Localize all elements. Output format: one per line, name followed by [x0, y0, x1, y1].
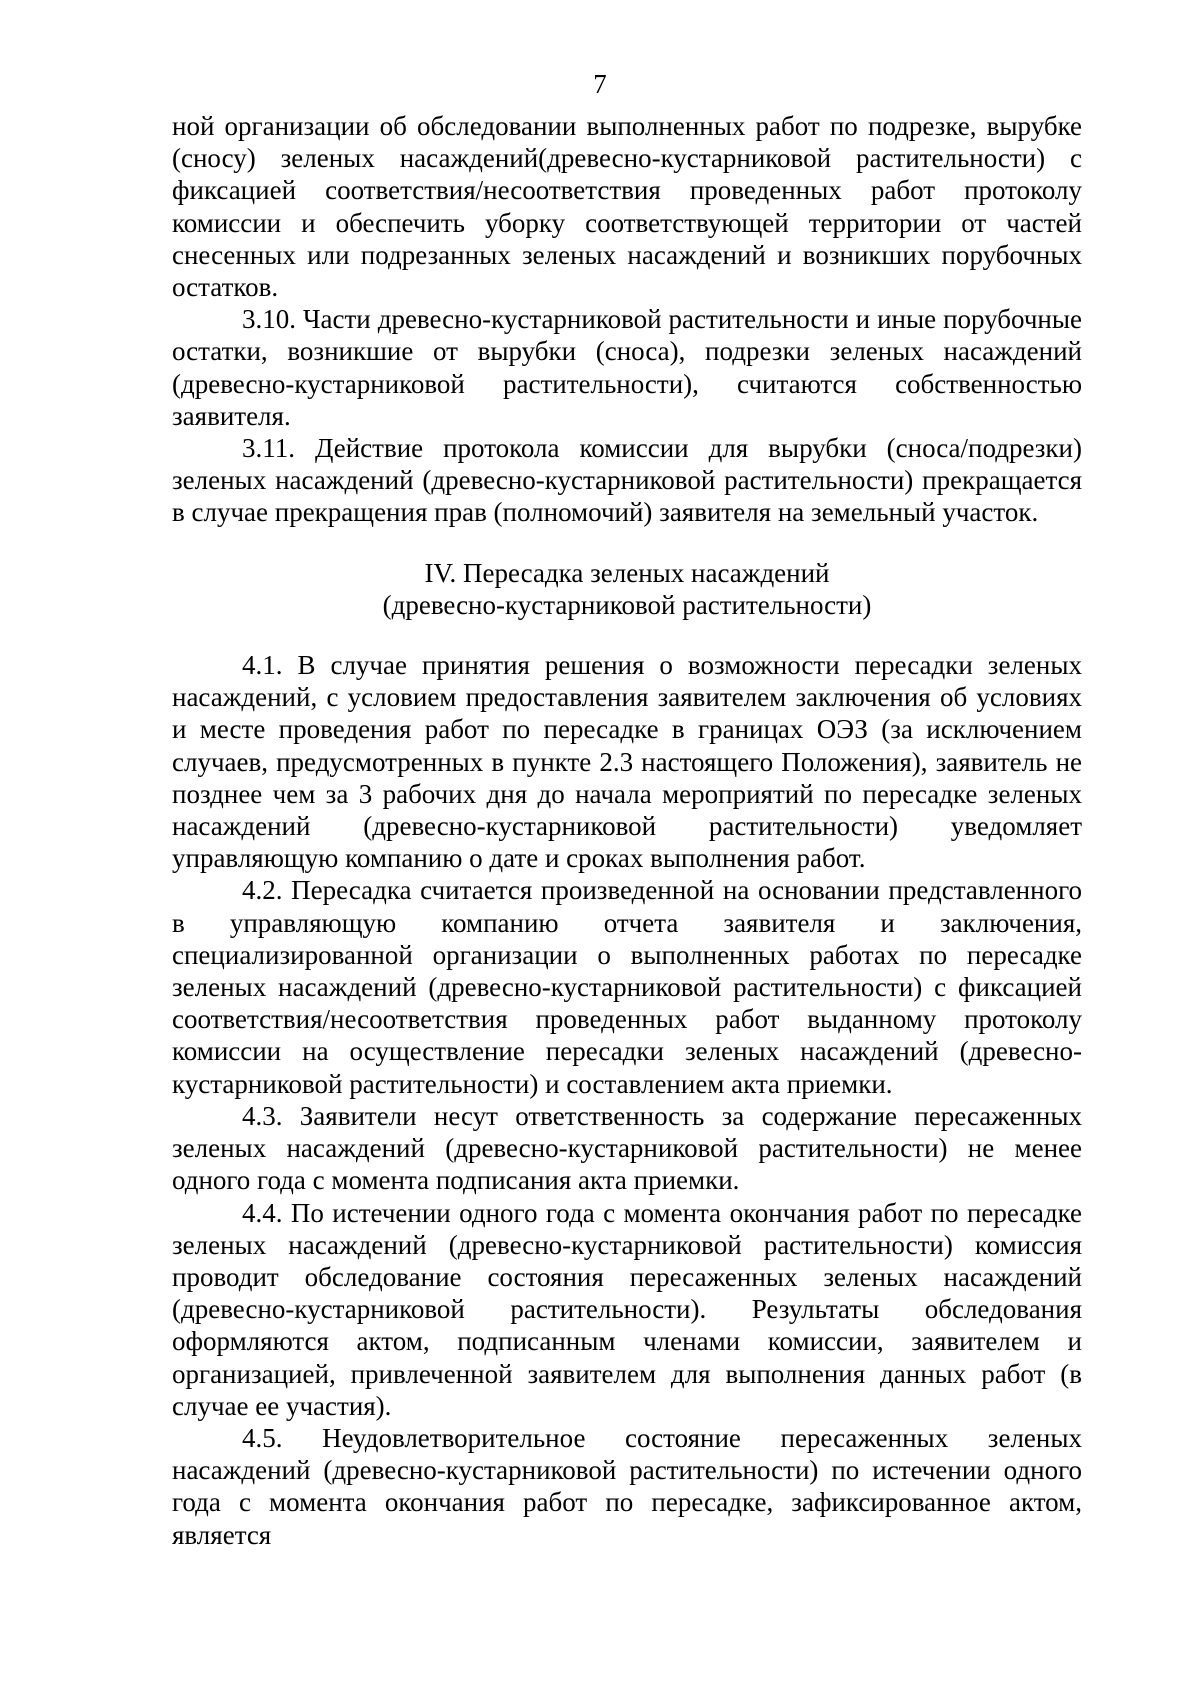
paragraph-4-2: 4.2. Пересадка считается произведенной на основании представленного в управляющую компанию отчета заявителя и заключения, специализированной организации о выполненных работах по пересадке зеленых насаждений (древесно-кустарниковой растительности) с фиксацией соответствия/несоответствия проведенных работ выданному протоколу комиссии на осуществление пересадки зеленых насаждений (древесно-кустарниковой растительности) и составлением акта приемки.	[172, 875, 1082, 1099]
section-heading-title: IV. Пересадка зеленых насаждений	[424, 557, 830, 588]
paragraph-4-3: 4.3. Заявители несут ответственность за содержание пересаженных зеленых насаждений (древесно-кустарниковой растительности) не менее одного года с момента подписания акта приемки.	[172, 1100, 1082, 1196]
paragraph-continuation: ной организации об обследовании выполненных работ по подрезке, вырубке (сносу) зеленых насаждений(древесно-кустарниковой растительности) с фиксацией соответствия/несоответствия проведенных работ протоколу комиссии и обеспечить уборку соответствующей территории от частей снесенных или подрезанных зеленых насаждений и возникших порубочных остатков.	[172, 111, 1082, 303]
paragraph-4-4: 4.4. По истечении одного года с момента окончания работ по пересадке зеленых насаждений (древесно-кустарниковой растительности) комиссия проводит обследование состояния пересаженных зеленых насаждений (древесно-кустарниковой растительности). Результаты обследования оформляются актом, подписанным членами комиссии, заявителем и организацией, привлеченной заявителем для выполнения данных работ (в случае ее участия).	[172, 1197, 1082, 1421]
paragraph-4-5: 4.5. Неудовлетворительное состояние пересаженных зеленых насаждений (древесно-кустарниковой растительности) по истечении одного года с момента окончания работ по пересадке, зафиксированное актом, является	[172, 1422, 1082, 1550]
paragraph-3-10: 3.10. Части древесно-кустарниковой растительности и иные порубочные остатки, возникшие от вырубки (сноса), подрезки зеленых насаждений (древесно-кустарниковой растительности), считаются собственностью заявителя.	[172, 304, 1082, 431]
page-number: 7	[593, 69, 607, 99]
section-heading	[172, 557, 1082, 621]
document-body	[172, 110, 1082, 1551]
paragraph-3-11: 3.11. Действие протокола комиссии для вырубки (сноса/подрезки) зеленых насаждений (древесно-кустарниковой растительности) прекращается в случае прекращения прав (полномочий) заявителя на земельный участок.	[172, 433, 1082, 528]
paragraph-4-1: 4.1. В случае принятия решения о возможности пересадки зеленых насаждений, с условием предоставления заявителем заключения об условиях и месте проведения работ по пересадке в границах ОЭЗ (за исключением случаев, предусмотренных в пункте 2.3 настоящего Положения), заявитель не позднее чем за 3 рабочих дня до начала мероприятий по пересадке зеленых насаждений (древесно-кустарниковой растительности) уведомляет управляющую компанию о дате и сроках выполнения работ.	[172, 650, 1082, 874]
section-heading-subtitle: (древесно-кустарниковой растительности)	[382, 589, 872, 620]
